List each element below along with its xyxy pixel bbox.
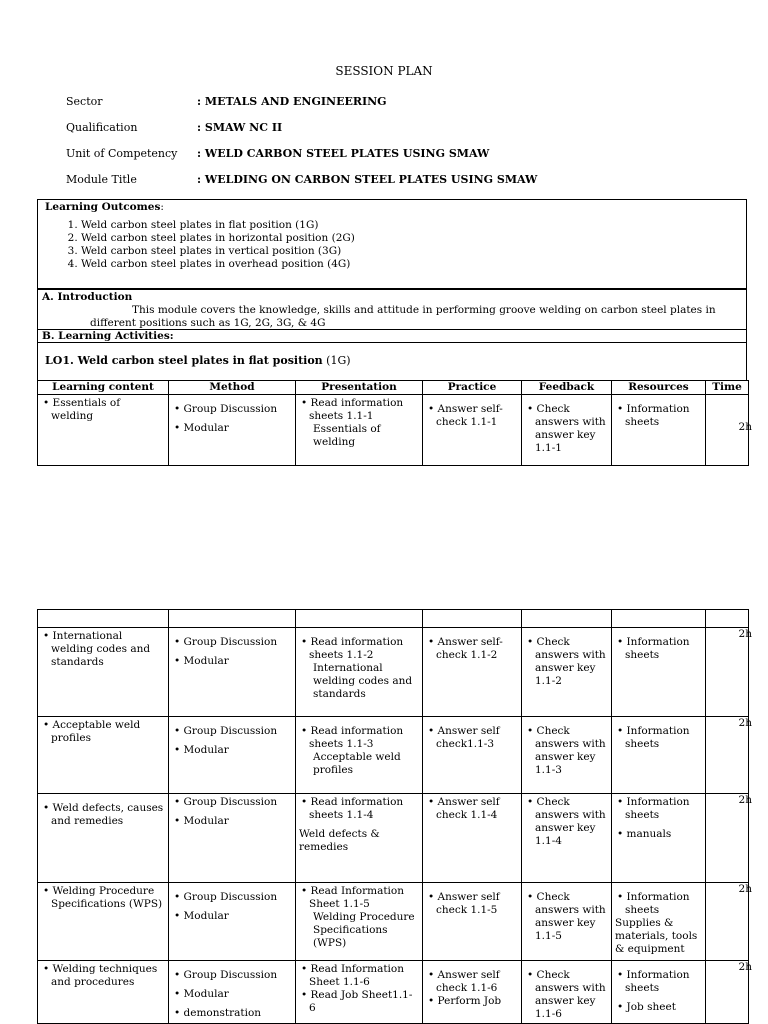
meta-label: Unit of Competency [66, 147, 178, 160]
practice-cell [423, 628, 522, 717]
presentation-item: • Read Information Sheet 1.1-5 [299, 885, 419, 911]
practice-cell [423, 961, 522, 1024]
column-header: Presentation [296, 381, 423, 395]
method-item: • Group Discussion [172, 636, 292, 649]
method-item: • Group Discussion [172, 891, 292, 904]
learning-content-cell [38, 961, 169, 1024]
meta-value: : SMAW NC II [197, 121, 283, 134]
feedback-item: • Check answers with answer key 1.1-2 [525, 636, 608, 688]
learning-outcomes-heading: Learning Outcomes [45, 201, 161, 213]
column-header: Practice [423, 381, 522, 395]
meta-module [66, 173, 537, 186]
feedback-item: • Check answers with answer key 1.1-1 [525, 403, 608, 455]
learning-content-cell [38, 628, 169, 717]
table-row [38, 717, 749, 794]
outcome-item: 2. Weld carbon steel plates in horizontal position (2G) [81, 232, 746, 245]
feedback-cell [522, 794, 612, 883]
presentation-item: • Read information sheets 1.1-2 [299, 636, 419, 662]
feedback-cell [522, 628, 612, 717]
presentation-topic: Essentials of welding [313, 423, 381, 448]
presentation-item: • Read Job Sheet1.1-6 [299, 989, 419, 1015]
introduction-text-line1: This module covers the knowledge, skills and attitude in performing groove welding on carbon steel plates in [132, 304, 716, 316]
table-row [38, 961, 749, 1024]
practice-item: • Answer self-check 1.1-1 [426, 403, 518, 429]
practice-item: • Answer self check 1.1-6 [426, 969, 518, 995]
resources-item: Supplies & materials, tools & equipment [615, 917, 698, 955]
feedback-cell [522, 717, 612, 794]
activities-table-top [37, 380, 752, 466]
practice-item: • Answer self check 1.1-4 [426, 796, 518, 822]
resources-cell [612, 794, 706, 883]
table-row [38, 883, 749, 961]
practice-item: • Perform Job [426, 995, 518, 1008]
time-cell [706, 395, 752, 466]
blank-header-row [38, 610, 749, 628]
presentation-cell [296, 395, 423, 466]
resources-cell [612, 395, 706, 466]
resources-item: • Information sheets [615, 636, 702, 662]
table-row [38, 794, 749, 883]
method-cell [169, 961, 296, 1024]
resources-item: • Information sheets [615, 725, 702, 751]
resources-item: • Job sheet [615, 1001, 702, 1014]
resources-item: • Information sheets [615, 403, 702, 429]
presentation-cell [296, 628, 423, 717]
feedback-item: • Check answers with answer key 1.1-6 [525, 969, 608, 1021]
resources-cell [612, 717, 706, 794]
page-title: SESSION PLAN [335, 64, 433, 78]
method-item: • Modular [172, 815, 292, 828]
presentation-topic: Welding Procedure Specifications (WPS) [313, 911, 415, 949]
method-item: • Modular [172, 988, 292, 1001]
resources-cell [612, 883, 706, 961]
column-header: Resources [612, 381, 706, 395]
presentation-topic: Weld defects & remedies [299, 828, 380, 853]
content-item: • Essentials of welding [41, 397, 165, 423]
meta-sector [66, 95, 387, 108]
presentation-item: • Read information sheets 1.1-4 [299, 796, 419, 822]
activities-heading: B. Learning Activities: [42, 330, 174, 342]
meta-label: Qualification [66, 121, 138, 134]
learning-content-cell [38, 883, 169, 961]
column-header: Feedback [522, 381, 612, 395]
presentation-item: • Read Information Sheet 1.1-6 [299, 963, 419, 989]
presentation-topic: International welding codes and standards [313, 662, 413, 700]
feedback-item: • Check answers with answer key 1.1-5 [525, 891, 608, 943]
introduction-heading: A. Introduction [42, 291, 133, 303]
content-item: • Welding techniques and procedures [41, 963, 165, 989]
method-cell [169, 717, 296, 794]
presentation-cell [296, 717, 423, 794]
practice-cell [423, 883, 522, 961]
activities-box [37, 329, 747, 343]
feedback-item: • Check answers with answer key 1.1-4 [525, 796, 608, 848]
practice-item: • Answer self check 1.1-5 [426, 891, 518, 917]
method-item: • Group Discussion [172, 403, 292, 416]
learning-outcomes-list [45, 219, 746, 271]
method-cell [169, 794, 296, 883]
method-item: • Group Discussion [172, 725, 292, 738]
lo1-position: (1G) [322, 354, 351, 367]
time-value: 2h [738, 883, 752, 895]
time-value: 2h [738, 421, 752, 433]
time-cell [706, 883, 752, 961]
time-value: 2h [738, 628, 752, 640]
presentation-topic: Acceptable weld profiles [313, 751, 401, 776]
feedback-cell [522, 883, 612, 961]
column-header: Learning content [38, 381, 169, 395]
resources-cell [612, 628, 706, 717]
time-cell [706, 961, 752, 1024]
resources-item: • Information sheets [615, 891, 702, 917]
resources-cell [612, 961, 706, 1024]
learning-content-cell [38, 717, 169, 794]
method-item: • Group Discussion [172, 969, 292, 982]
practice-item: • Answer self check1.1-3 [426, 725, 518, 751]
time-cell [706, 717, 752, 794]
content-item: • Acceptable weld profiles [41, 719, 165, 745]
meta-value: : WELD CARBON STEEL PLATES USING SMAW [197, 147, 490, 160]
practice-cell [423, 794, 522, 883]
method-item: • demonstration [172, 1007, 292, 1020]
time-value: 2h [738, 961, 752, 973]
table-header-row [38, 381, 749, 395]
method-cell [169, 628, 296, 717]
method-item: • Modular [172, 910, 292, 923]
meta-value: : METALS AND ENGINEERING [197, 95, 387, 108]
feedback-cell [522, 395, 612, 466]
introduction-box [37, 289, 747, 330]
practice-item: • Answer self-check 1.1-2 [426, 636, 518, 662]
presentation-item: • Read information sheets 1.1-3 [299, 725, 419, 751]
introduction-text-line2: different positions such as 1G, 2G, 3G, & 4G [90, 317, 326, 329]
resources-item: • Information sheets [615, 796, 702, 822]
time-cell [706, 628, 752, 717]
presentation-cell [296, 961, 423, 1024]
method-item: • Group Discussion [172, 796, 292, 809]
meta-label: Module Title [66, 173, 137, 186]
outcome-item: 3. Weld carbon steel plates in vertical position (3G) [81, 245, 746, 258]
content-item: • Welding Procedure Specifications (WPS) [41, 885, 165, 911]
presentation-item: • Read information sheets 1.1-1 [299, 397, 419, 423]
presentation-cell [296, 883, 423, 961]
activities-table-bottom [37, 609, 752, 1024]
time-value: 2h [738, 794, 752, 806]
feedback-cell [522, 961, 612, 1024]
learning-content-cell [38, 794, 169, 883]
method-cell [169, 883, 296, 961]
presentation-cell [296, 794, 423, 883]
method-item: • Modular [172, 422, 292, 435]
meta-unit [66, 147, 489, 160]
meta-value: : WELDING ON CARBON STEEL PLATES USING SMAW [197, 173, 538, 186]
lo1-heading: LO1. Weld carbon steel plates in flat position [45, 354, 323, 367]
content-item: • International welding codes and standards [41, 630, 165, 669]
outcome-item: 1. Weld carbon steel plates in flat position (1G) [81, 219, 746, 232]
learning-content-cell [38, 395, 169, 466]
feedback-item: • Check answers with answer key 1.1-3 [525, 725, 608, 777]
time-value: 2h [738, 717, 752, 729]
resources-item: • Information sheets [615, 969, 702, 995]
meta-label: Sector [66, 95, 103, 108]
meta-qualification [66, 121, 282, 134]
table-row [38, 395, 749, 466]
lo1-box [37, 342, 747, 381]
resources-item: • manuals [615, 828, 702, 841]
practice-cell [423, 717, 522, 794]
learning-outcomes-box: Learning Outcomes: 1. Weld carbon steel plates in flat position (1G) 2. Weld carbon steel plates in horizontal position (2G) 3. Weld carbon steel plates in vertical position (3G) 4. Weld carbon steel plates in overhead position (4G) [37, 199, 747, 289]
method-cell [169, 395, 296, 466]
column-header: Time [706, 381, 749, 395]
table-row [38, 628, 749, 717]
method-item: • Modular [172, 655, 292, 668]
outcome-item: 4. Weld carbon steel plates in overhead position (4G) [81, 258, 746, 271]
practice-cell [423, 395, 522, 466]
method-item: • Modular [172, 744, 292, 757]
column-header: Method [169, 381, 296, 395]
time-cell [706, 794, 752, 883]
content-item: • Weld defects, causes and remedies [41, 802, 165, 828]
